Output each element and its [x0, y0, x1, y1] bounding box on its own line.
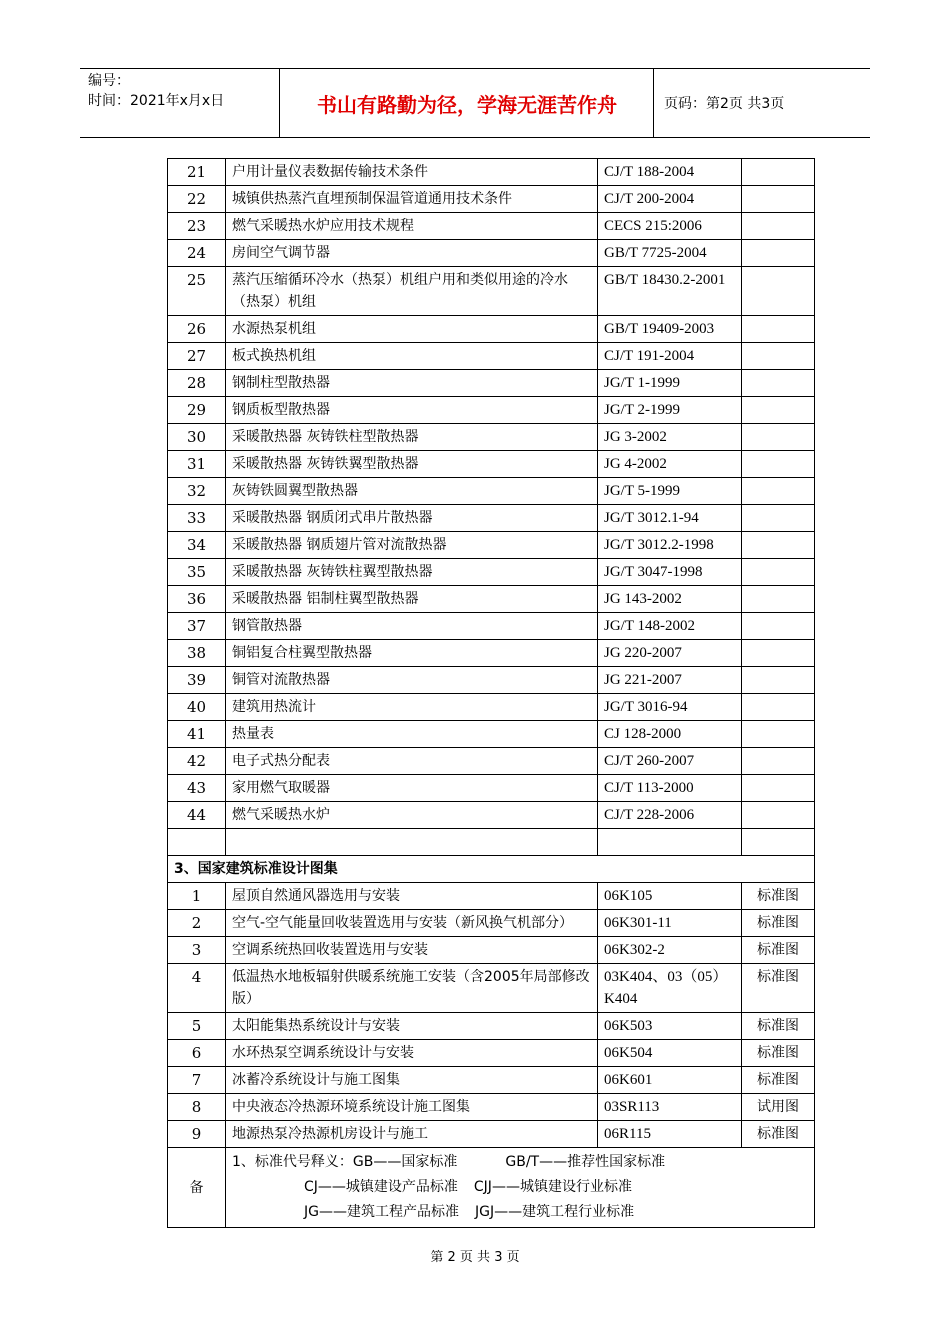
row-code: JG/T 3012.2-1998 [598, 532, 742, 559]
row-number: 3 [168, 937, 226, 964]
row-name: 太阳能集热系统设计与安装 [226, 1013, 598, 1040]
row-code: CJ/T 200-2004 [598, 186, 742, 213]
row-number: 37 [168, 613, 226, 640]
row-code: 03K404、03（05）K404 [598, 964, 742, 1013]
row-number: 43 [168, 775, 226, 802]
row-name: 建筑用热流计 [226, 694, 598, 721]
note-gbt: GB/T——推荐性国家标准 [505, 1154, 666, 1170]
row-name: 钢制柱型散热器 [226, 370, 598, 397]
table-row [168, 1067, 815, 1094]
row-type [742, 397, 815, 424]
row-number: 44 [168, 802, 226, 829]
row-number: 29 [168, 397, 226, 424]
table-row [168, 910, 815, 937]
row-type [742, 451, 815, 478]
table-row [168, 667, 815, 694]
row-code: JG/T 148-2002 [598, 613, 742, 640]
row-number: 1 [168, 883, 226, 910]
row-code: JG/T 5-1999 [598, 478, 742, 505]
row-name: 采暖散热器 灰铸铁柱翼型散热器 [226, 559, 598, 586]
row-name: 房间空气调节器 [226, 240, 598, 267]
row-code: CJ/T 260-2007 [598, 748, 742, 775]
row-name: 蒸汽压缩循环冷水（热泵）机组户用和类似用途的冷水（热泵）机组 [226, 267, 598, 316]
table-row [168, 1040, 815, 1067]
row-code: CJ/T 191-2004 [598, 343, 742, 370]
row-code: 06K302-2 [598, 937, 742, 964]
row-name: 铜管对流散热器 [226, 667, 598, 694]
row-type: 试用图 [742, 1094, 815, 1121]
row-code: CJ/T 113-2000 [598, 775, 742, 802]
note-jgj: JGJ——建筑工程行业标准 [474, 1204, 635, 1220]
row-code: JG/T 2-1999 [598, 397, 742, 424]
table-row [168, 478, 815, 505]
blank-cell [168, 829, 226, 856]
row-type: 标准图 [742, 1013, 815, 1040]
row-number: 42 [168, 748, 226, 775]
row-name: 钢质板型散热器 [226, 397, 598, 424]
row-code: JG/T 1-1999 [598, 370, 742, 397]
row-number: 35 [168, 559, 226, 586]
row-name: 空调系统热回收装置选用与安装 [226, 937, 598, 964]
row-code: CJ 128-2000 [598, 721, 742, 748]
row-code: CJ/T 228-2006 [598, 802, 742, 829]
page-footer: 第 2 页 共 3 页 [430, 1250, 520, 1265]
row-type [742, 316, 815, 343]
table-row [168, 748, 815, 775]
table-row [168, 640, 815, 667]
notes-label: 备 [168, 1148, 226, 1228]
row-type: 标准图 [742, 883, 815, 910]
table-row [168, 267, 815, 316]
row-type [742, 613, 815, 640]
row-number: 4 [168, 964, 226, 1013]
row-number: 8 [168, 1094, 226, 1121]
row-type: 标准图 [742, 910, 815, 937]
note-gb: 1、标准代号释义：GB——国家标准 [232, 1154, 458, 1170]
table-row [168, 1121, 815, 1148]
section-heading: 3、国家建筑标准设计图集 [168, 856, 815, 883]
header-meta [80, 69, 280, 137]
note-jg: JG——建筑工程产品标准 [304, 1204, 459, 1220]
row-type [742, 721, 815, 748]
row-type [742, 802, 815, 829]
row-name: 地源热泵冷热源机房设计与施工 [226, 1121, 598, 1148]
table-row [168, 451, 815, 478]
row-code: 06R115 [598, 1121, 742, 1148]
document-time-label: 时间：2021年x月x日 [88, 93, 225, 109]
row-type [742, 478, 815, 505]
row-name: 采暖散热器 铝制柱翼型散热器 [226, 586, 598, 613]
row-type [742, 213, 815, 240]
table-row [168, 964, 815, 1013]
table-row [168, 937, 815, 964]
row-name: 电子式热分配表 [226, 748, 598, 775]
row-number: 5 [168, 1013, 226, 1040]
row-code: 06K504 [598, 1040, 742, 1067]
row-code: 06K105 [598, 883, 742, 910]
header-page-number: 页码：第2页 共3页 [664, 96, 785, 112]
row-type [742, 343, 815, 370]
row-name: 采暖散热器 钢质闭式串片散热器 [226, 505, 598, 532]
table-row [168, 775, 815, 802]
table-row [168, 397, 815, 424]
note-cjj: CJJ——城镇建设行业标准 [473, 1179, 632, 1195]
table-row [168, 559, 815, 586]
row-name: 城镇供热蒸汽直埋预制保温管道通用技术条件 [226, 186, 598, 213]
row-code: JG 221-2007 [598, 667, 742, 694]
row-code: JG/T 3016-94 [598, 694, 742, 721]
row-code: GB/T 7725-2004 [598, 240, 742, 267]
row-type [742, 370, 815, 397]
row-number: 26 [168, 316, 226, 343]
row-type [742, 559, 815, 586]
row-type [742, 775, 815, 802]
row-number: 34 [168, 532, 226, 559]
row-type [742, 424, 815, 451]
row-number: 27 [168, 343, 226, 370]
row-number: 7 [168, 1067, 226, 1094]
table-row [168, 186, 815, 213]
row-name: 燃气采暖热水炉 [226, 802, 598, 829]
table-row [168, 159, 815, 186]
notes-content [226, 1148, 815, 1228]
row-type [742, 667, 815, 694]
row-code: CJ/T 188-2004 [598, 159, 742, 186]
row-type [742, 159, 815, 186]
row-number: 31 [168, 451, 226, 478]
standards-table [167, 158, 815, 1228]
row-code: GB/T 19409-2003 [598, 316, 742, 343]
row-code: JG 143-2002 [598, 586, 742, 613]
blank-cell [598, 829, 742, 856]
row-number: 32 [168, 478, 226, 505]
table-row [168, 213, 815, 240]
page-header [80, 68, 870, 138]
blank-row [168, 829, 815, 856]
row-type [742, 586, 815, 613]
row-name: 中央液态冷热源环境系统设计施工图集 [226, 1094, 598, 1121]
row-name: 水环热泵空调系统设计与安装 [226, 1040, 598, 1067]
row-type [742, 748, 815, 775]
row-name: 钢管散热器 [226, 613, 598, 640]
table-row [168, 586, 815, 613]
row-name: 冰蓄冷系统设计与施工图集 [226, 1067, 598, 1094]
table-row [168, 694, 815, 721]
row-type [742, 640, 815, 667]
row-number: 22 [168, 186, 226, 213]
table-row [168, 370, 815, 397]
table-row [168, 240, 815, 267]
row-type [742, 267, 815, 316]
row-type [742, 186, 815, 213]
row-number: 40 [168, 694, 226, 721]
row-type: 标准图 [742, 1067, 815, 1094]
row-name: 水源热泵机组 [226, 316, 598, 343]
note-cj: CJ——城镇建设产品标准 [304, 1179, 458, 1195]
row-code: JG 220-2007 [598, 640, 742, 667]
row-code: JG 4-2002 [598, 451, 742, 478]
table-row [168, 1013, 815, 1040]
table-row [168, 721, 815, 748]
table-row [168, 343, 815, 370]
row-type [742, 505, 815, 532]
row-number: 33 [168, 505, 226, 532]
row-number: 28 [168, 370, 226, 397]
table-row [168, 802, 815, 829]
document-number-label: 编号： [88, 73, 130, 89]
row-code: JG 3-2002 [598, 424, 742, 451]
row-type: 标准图 [742, 1040, 815, 1067]
row-number: 2 [168, 910, 226, 937]
notes-row [168, 1148, 815, 1228]
section-heading-row [168, 856, 815, 883]
row-type [742, 532, 815, 559]
row-type: 标准图 [742, 964, 815, 1013]
row-name: 采暖散热器 灰铸铁翼型散热器 [226, 451, 598, 478]
row-code: JG/T 3047-1998 [598, 559, 742, 586]
row-number: 9 [168, 1121, 226, 1148]
row-number: 36 [168, 586, 226, 613]
row-name: 家用燃气取暖器 [226, 775, 598, 802]
row-code: 06K503 [598, 1013, 742, 1040]
row-type [742, 694, 815, 721]
row-name: 燃气采暖热水炉应用技术规程 [226, 213, 598, 240]
row-number: 41 [168, 721, 226, 748]
row-name: 采暖散热器 钢质翅片管对流散热器 [226, 532, 598, 559]
row-code: 06K601 [598, 1067, 742, 1094]
row-number: 38 [168, 640, 226, 667]
row-number: 23 [168, 213, 226, 240]
table-row [168, 532, 815, 559]
row-name: 低温热水地板辐射供暖系统施工安装（含2005年局部修改版） [226, 964, 598, 1013]
table-row [168, 1094, 815, 1121]
row-number: 25 [168, 267, 226, 316]
row-code: GB/T 18430.2-2001 [598, 267, 742, 316]
row-number: 39 [168, 667, 226, 694]
table-row [168, 316, 815, 343]
table-row [168, 505, 815, 532]
row-name: 灰铸铁圆翼型散热器 [226, 478, 598, 505]
row-code: CECS 215:2006 [598, 213, 742, 240]
blank-cell [226, 829, 598, 856]
blank-cell [742, 829, 815, 856]
table-row [168, 883, 815, 910]
row-code: 06K301-11 [598, 910, 742, 937]
row-name: 铜铝复合柱翼型散热器 [226, 640, 598, 667]
row-name: 采暖散热器 灰铸铁柱型散热器 [226, 424, 598, 451]
row-number: 30 [168, 424, 226, 451]
row-name: 空气-空气能量回收装置选用与安装（新风换气机部分） [226, 910, 598, 937]
row-type: 标准图 [742, 937, 815, 964]
table-row [168, 424, 815, 451]
row-type: 标准图 [742, 1121, 815, 1148]
table-row [168, 613, 815, 640]
row-number: 21 [168, 159, 226, 186]
row-name: 板式换热机组 [226, 343, 598, 370]
row-name: 屋顶自然通风器选用与安装 [226, 883, 598, 910]
row-type [742, 240, 815, 267]
row-number: 24 [168, 240, 226, 267]
row-code: JG/T 3012.1-94 [598, 505, 742, 532]
row-name: 户用计量仪表数据传输技术条件 [226, 159, 598, 186]
row-name: 热量表 [226, 721, 598, 748]
row-code: 03SR113 [598, 1094, 742, 1121]
row-number: 6 [168, 1040, 226, 1067]
header-motto: 书山有路勤为径，学海无涯苦作舟 [281, 69, 654, 137]
